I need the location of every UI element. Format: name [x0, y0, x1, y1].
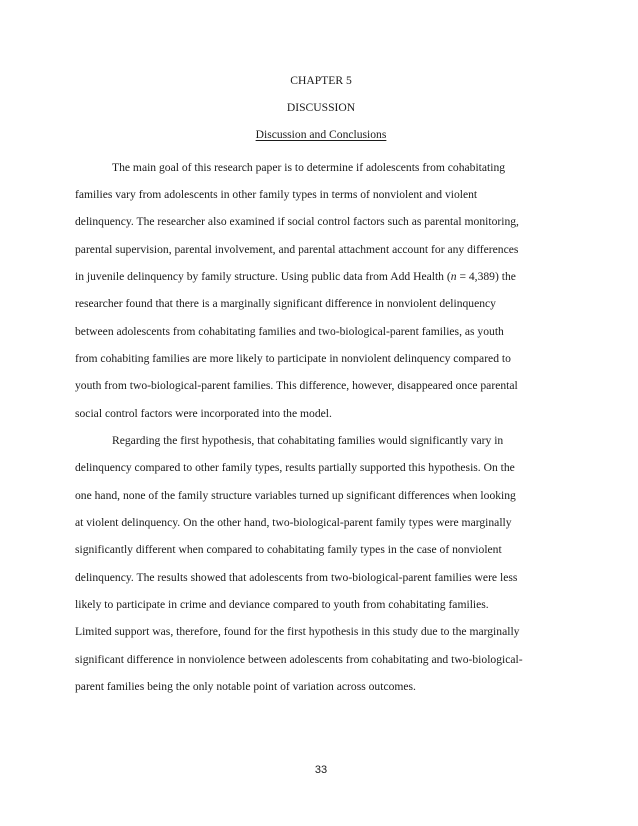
paragraph-line: one hand, none of the family structure variables turned up significant differences when looking: [75, 489, 516, 502]
line-text: in juvenile delinquency by family structure. Using public data from Add Health (: [75, 270, 451, 283]
paragraph-line: significant difference in nonviolence between adolescents from cohabitating and two-biological-: [75, 653, 523, 666]
paragraph-line: [75, 270, 516, 284]
paragraph-line: at violent delinquency. On the other hand, two-biological-parent family types were marginally: [75, 516, 512, 529]
paragraph-line: between adolescents from cohabitating families and two-biological-parent families, as youth: [75, 325, 504, 338]
paragraph-line: from cohabiting families are more likely to participate in nonviolent delinquency compared to: [75, 352, 511, 365]
paragraph-line: significantly different when compared to cohabitating family types in the case of nonviolent: [75, 543, 502, 556]
paragraph-line: delinquency. The results showed that adolescents from two-biological-parent families were less: [75, 571, 518, 584]
paragraph-line: researcher found that there is a marginally significant difference in nonviolent delinquency: [75, 297, 496, 310]
sample-size-symbol: n: [450, 270, 457, 283]
line-text: = 4,389) the: [456, 270, 516, 283]
paragraph-line: delinquency compared to other family types, results partially supported this hypothesis. On the: [75, 461, 515, 474]
paragraph-line: social control factors were incorporated into the model.: [75, 407, 332, 420]
paragraph-line: youth from two-biological-parent families. This difference, however, disappeared once parental: [75, 379, 518, 392]
paragraph-line: Limited support was, therefore, found for the first hypothesis in this study due to the marginally: [75, 625, 520, 638]
paragraph-line: The main goal of this research paper is to determine if adolescents from cohabitating: [112, 161, 506, 174]
page-number: 33: [314, 764, 328, 776]
paragraph-line: likely to participate in crime and deviance compared to youth from cohabitating families.: [75, 598, 489, 611]
paragraph-line: families vary from adolescents in other family types in terms of nonviolent and violent: [75, 188, 478, 201]
paragraph-line: parent families being the only notable point of variation across outcomes.: [75, 680, 416, 693]
chapter-label: CHAPTER 5: [290, 74, 352, 87]
paragraph-line: parental supervision, parental involvement, and parental attachment account for any differences: [75, 243, 519, 256]
paragraph-line: delinquency. The researcher also examined if social control factors such as parental monitoring,: [75, 215, 519, 228]
section-heading: Discussion and Conclusions: [255, 128, 387, 141]
chapter-title: DISCUSSION: [286, 101, 356, 114]
paragraph-line: Regarding the first hypothesis, that cohabitating families would significantly vary in: [112, 434, 504, 447]
